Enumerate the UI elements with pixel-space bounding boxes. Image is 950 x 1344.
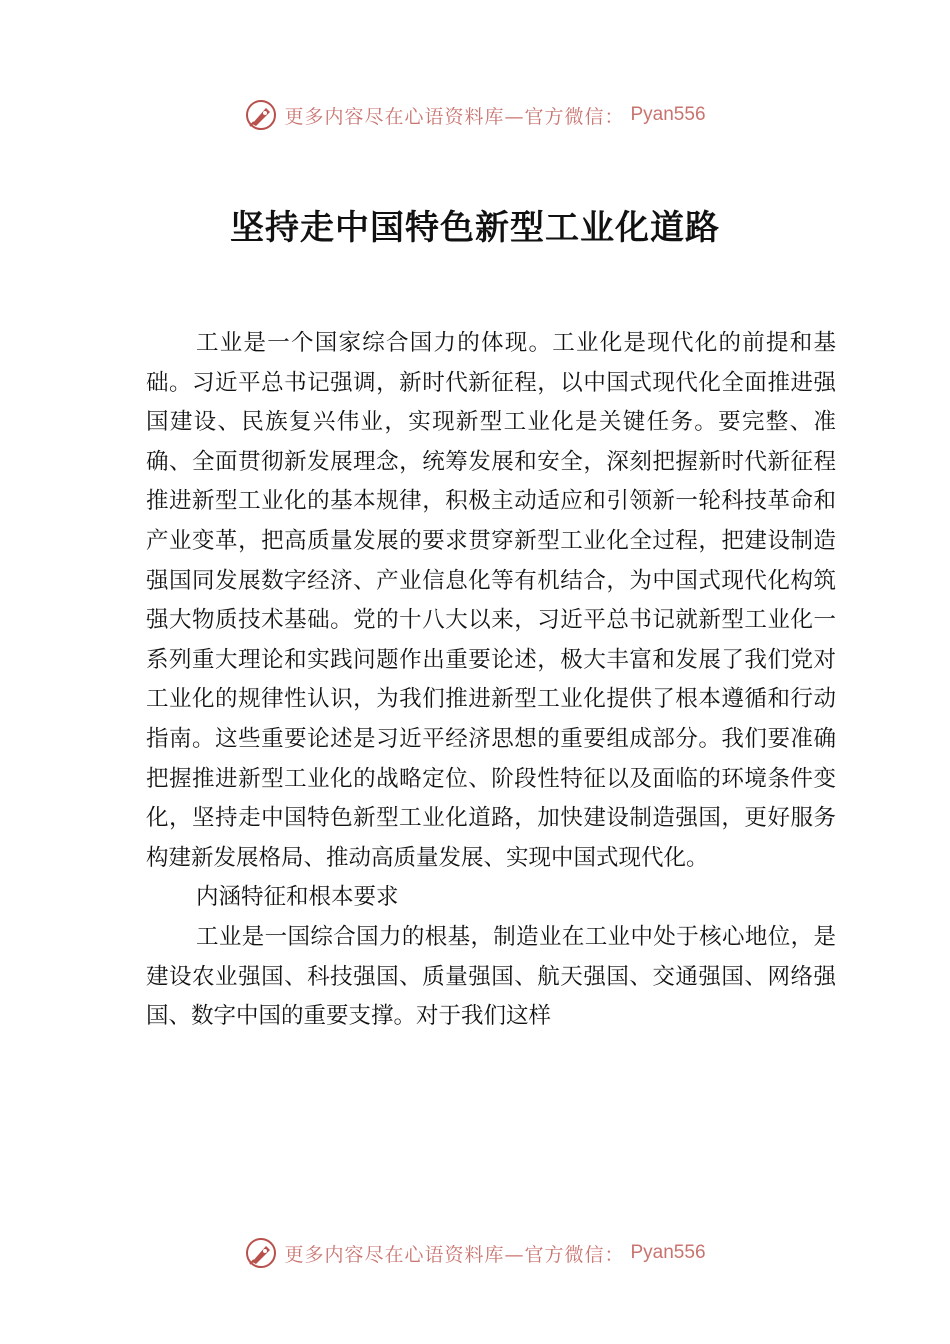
document-body: [146, 324, 836, 1037]
section-subheading: 内涵特征和根本要求: [196, 884, 399, 911]
document-title: 坚持走中国特色新型工业化道路: [230, 208, 720, 248]
header-watermark-banner: [0, 95, 950, 135]
pen-nib-logo-icon: [244, 1236, 278, 1270]
header-banner-wechat-id: Pyan556: [630, 104, 706, 125]
header-banner-text: 更多内容尽在心语资料库—官方微信：: [284, 105, 625, 128]
footer-banner-text: 更多内容尽在心语资料库—官方微信：: [284, 1243, 625, 1266]
pen-nib-logo-icon: [244, 98, 278, 132]
footer-banner-wechat-id: Pyan556: [630, 1242, 706, 1263]
footer-watermark-banner: [0, 1233, 950, 1273]
paragraph-intro: 工业是一个国家综合国力的体现。工业化是现代化的前提和基础。习近平总书记强调，新时代新征程，以中国式现代化全面推进强国建设、民族复兴伟业，实现新型工业化是关键任务。要完整、准确、全面贯彻新发展理念，统筹发展和安全，深刻把握新时代新征程推进新型工业化的基本规律，积极主动适应和引领新一轮科技革命和产业变革，把高质量发展的要求贯穿新型工业化全过程，把建设制造强国同发展数字经济、产业信息化等有机结合，为中国式现代化构筑强大物质技术基础。党的十八大以来，习近平总书记就新型工业化一系列重大理论和实践问题作出重要论述，极大丰富和发展了我们党对工业化的规律性认识，为我们推进新型工业化提供了根本遵循和行动指南。这些重要论述是习近平经济思想的重要组成部分。我们要准确把握推进新型工业化的战略定位、阶段性特征以及面临的环境条件变化，坚持走中国特色新型工业化道路，加快建设制造强国，更好服务构建新发展格局、推动高质量发展、实现中国式现代化。: [146, 330, 836, 871]
paragraph-section-1: 工业是一国综合国力的根基，制造业在工业中处于核心地位，是建设农业强国、科技强国、质量强国、航天强国、交通强国、网络强国、数字中国的重要支撑。对于我们这样: [146, 923, 836, 1030]
